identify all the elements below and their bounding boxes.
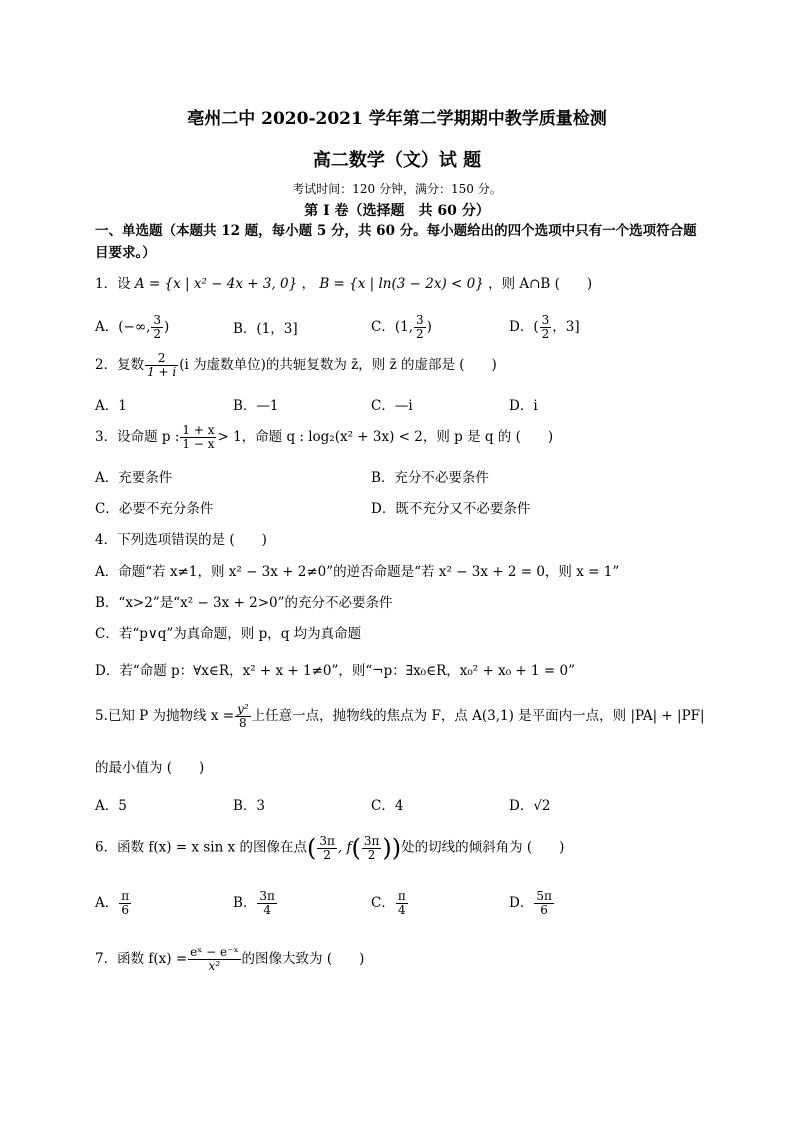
question-1-stem: 1．设 A = {x | x² − 4x + 3, 0} ， B = {x | ln(3 − 2x) < 0} ，则 A∩B ( )	[95, 276, 593, 292]
q3-option-a: A．充要条件	[95, 470, 173, 486]
question-5-stem-cont: 的最小值为 ( )	[95, 760, 205, 776]
q6-option-b: B． $\frac{3\pi}{4}$	[233, 889, 275, 917]
part-heading: 第 I 卷（选择题 共 60 分）	[304, 203, 490, 219]
exam-title: 亳州二中 2020-2021 学年第二学期期中教学质量检测	[187, 109, 607, 129]
q4-option-a: A．命题“若 x≠1，则 x² − 3x + 2≠0”的逆否命题是“若 x² − 3x + 2 = 0，则 x = 1”	[95, 564, 620, 580]
set-a: A = {x | x² − 4x + 3, 0}	[134, 276, 298, 292]
question-5-stem: 5.已知 P 为抛物线 x = $\frac{\text{y²}}{8}$ 上任意一点，抛物线的焦点为 F，点 A(3,1) 是平面内一点，则 |PA| + |PF|	[95, 702, 705, 730]
q1-option-b: B．(1，3]	[233, 321, 298, 337]
q1-option-d: D．( $\frac{3}{2}$ ，3]	[509, 313, 580, 341]
section-heading: 一、单选题（本题共 12 题，每小题 5 分，共 60 分。每小题给出的四个选项中只有一个选项符合题目要求。）	[95, 223, 697, 261]
q2-option-d: D．i	[509, 398, 538, 414]
question-4-stem: 4．下列选项错误的是 ( )	[95, 532, 267, 548]
q6-option-c: C． $\frac{\pi}{4}$	[371, 889, 406, 917]
exam-subtitle: 高二数学（文）试 题	[312, 150, 482, 171]
q3-option-b: B．充分不必要条件	[371, 470, 489, 486]
q4-option-b: B．“x>2”是“x² − 3x + 2>0”的充分不必要条件	[95, 595, 393, 611]
q3-option-c: C．必要不充分条件	[95, 501, 214, 517]
q1-option-c: C．(1, $\frac{3}{2}$ )	[371, 313, 432, 341]
question-2-stem: 2．复数 $\frac{2}{1 + i}$ (i 为虚数单位)的共轭复数为 z̄，则 z̄ 的虚部是 ( )	[95, 351, 497, 379]
q6-option-a: A． $\frac{\pi}{6}$	[95, 889, 130, 917]
question-7-stem: 7．函数 f(x) = $\frac{\text{eˣ − e⁻ˣ}}{\text{x²}}$ 的图像大致为 ( )	[95, 945, 365, 973]
q1-option-a: A．(−∞, $\frac{3}{2}$ )	[95, 313, 170, 341]
q4-option-c: C．若“p∨q”为真命题，则 p，q 均为真命题	[95, 626, 362, 642]
question-3-stem: 3．设命题 p : $\frac{1 + x}{1 - x}$ > 1，命题 q : log₂(x² + 3x) < 2，则 p 是 q 的 ( )	[95, 423, 554, 451]
q5-option-d: D．√2	[509, 798, 551, 814]
question-6-stem: 6．函数 f(x) = x sin x 的图像在点( $\frac{3\pi}{2}$ , f( $\frac{3\pi}{2}$ ))处的切线的倾斜角为 ( )	[95, 833, 565, 862]
q2-option-a: A．1	[95, 398, 127, 414]
q5-option-a: A．5	[95, 798, 127, 814]
q5-option-b: B．3	[233, 798, 266, 814]
q5-option-c: C．4	[371, 798, 404, 814]
set-b: B = {x | ln(3 − 2x) < 0}	[319, 276, 484, 292]
exam-info: 考试时间：120 分钟，满分：150 分。	[292, 182, 502, 196]
q2-option-b: B．—1	[233, 398, 279, 414]
q6-option-d: D． $\frac{5\pi}{6}$	[509, 889, 552, 917]
q4-option-d: D．若“命题 p：∀x∈R，x² + x + 1≠0”，则“¬p：∃x₀∈R，x₀² + x₀ + 1 = 0”	[95, 663, 575, 679]
q2-option-c: C．—i	[371, 398, 413, 414]
q3-option-d: D．既不充分又不必要条件	[371, 501, 531, 517]
